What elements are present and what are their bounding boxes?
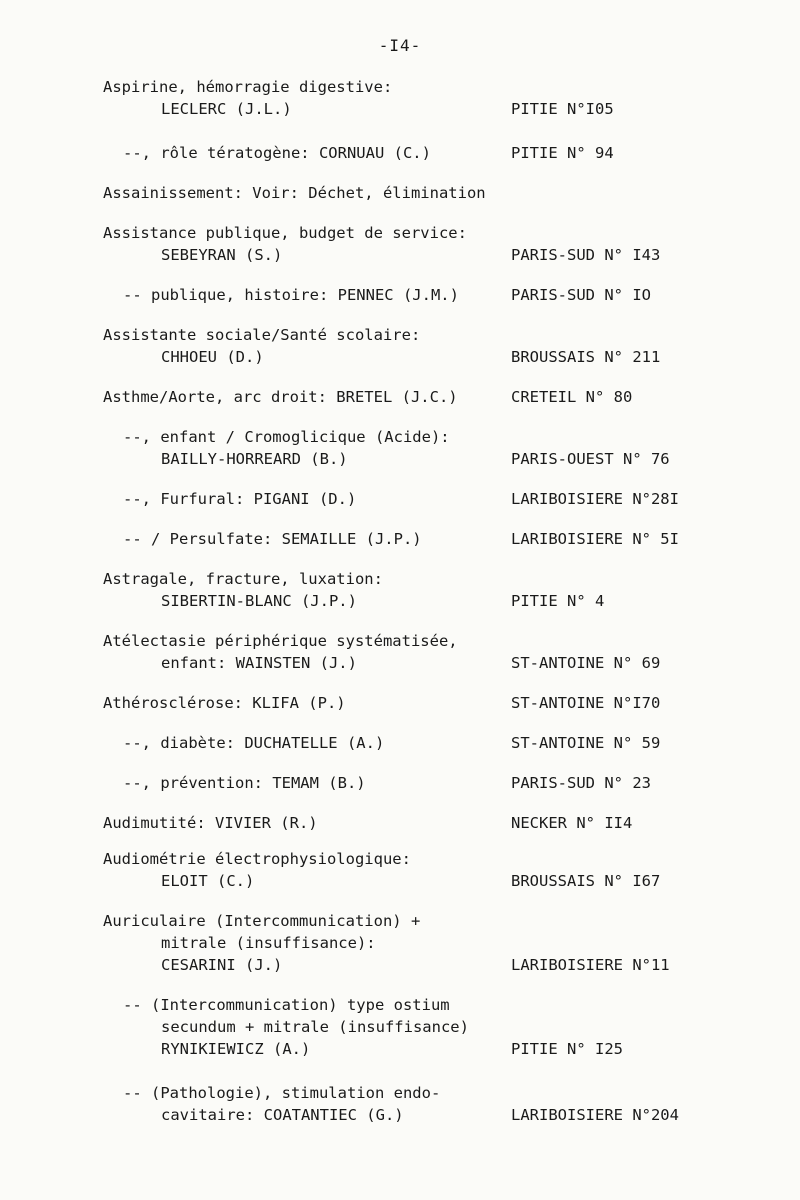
- entry-heading: --, enfant / Cromoglicique (Acide):: [123, 428, 450, 446]
- entry-line-row: [103, 76, 703, 98]
- entry-line: SIBERTIN-BLANC (J.P.): [161, 592, 357, 610]
- entry-heading: Assainissement: Voir: Déchet, élimination: [103, 184, 486, 202]
- entry-line: BAILLY-HORREARD (B.): [161, 450, 348, 468]
- entry-reference: LARIBOISIERE N°11: [511, 956, 670, 974]
- entry-line-row: [103, 652, 703, 674]
- entry-line-row: [103, 426, 703, 448]
- entry-reference: ST-ANTOINE N° 69: [511, 654, 661, 672]
- entry-heading: Astragale, fracture, luxation:: [103, 570, 383, 588]
- entry-heading: --, diabète: DUCHATELLE (A.): [123, 734, 385, 752]
- index-entry: [103, 848, 703, 892]
- entry-reference: PARIS-SUD N° 23: [511, 774, 651, 792]
- entry-reference: PITIE N° I25: [511, 1040, 623, 1058]
- entry-line: CHHOEU (D.): [161, 348, 264, 366]
- entry-line-row: [103, 812, 703, 834]
- entry-line-row: [103, 142, 703, 164]
- entry-line-row: [103, 568, 703, 590]
- entry-heading: Auriculaire (Intercommunication) +: [103, 912, 421, 930]
- entry-reference: PARIS-OUEST N° 76: [511, 450, 670, 468]
- entry-line-row: [103, 488, 703, 510]
- entry-line-row: [103, 222, 703, 244]
- entry-line: enfant: WAINSTEN (J.): [161, 654, 357, 672]
- index-entry: [103, 994, 703, 1060]
- index-entry: [103, 142, 703, 164]
- index-entry: [103, 910, 703, 976]
- index-entry: [103, 182, 703, 204]
- entry-line: SEBEYRAN (S.): [161, 246, 283, 264]
- entry-reference: LARIBOISIERE N°28I: [511, 490, 679, 508]
- entry-reference: PARIS-SUD N° IO: [511, 286, 651, 304]
- entry-line: ELOIT (C.): [161, 872, 255, 890]
- index-entry: [103, 568, 703, 612]
- index-entry: [103, 222, 703, 266]
- index-entry: [103, 692, 703, 714]
- entry-line-row: [103, 772, 703, 794]
- index-entry: [103, 488, 703, 510]
- index-entry: [103, 630, 703, 674]
- entry-line-row: [103, 182, 703, 204]
- entry-line-row: [103, 1038, 703, 1060]
- entry-line-row: [103, 1016, 703, 1038]
- entry-line: cavitaire: COATANTIEC (G.): [161, 1106, 404, 1124]
- index-entries: [103, 76, 703, 1126]
- entry-line-row: [103, 346, 703, 368]
- index-entry: [103, 76, 703, 120]
- entry-reference: ST-ANTOINE N°I70: [511, 694, 661, 712]
- entry-line-row: [103, 954, 703, 976]
- index-entry: [103, 1082, 703, 1126]
- entry-line-row: [103, 1104, 703, 1126]
- index-entry: [103, 732, 703, 754]
- entry-heading: Aspirine, hémorragie digestive:: [103, 78, 393, 96]
- entry-heading: --, Furfural: PIGANI (D.): [123, 490, 357, 508]
- entry-heading: Asthme/Aorte, arc droit: BRETEL (J.C.): [103, 388, 458, 406]
- entry-reference: LARIBOISIERE N°204: [511, 1106, 679, 1124]
- entry-reference: PARIS-SUD N° I43: [511, 246, 661, 264]
- entry-line-row: [103, 448, 703, 470]
- entry-line-row: [103, 630, 703, 652]
- entry-line-row: [103, 870, 703, 892]
- entry-line-row: [103, 932, 703, 954]
- index-entry: [103, 324, 703, 368]
- index-entry: [103, 386, 703, 408]
- entry-line-row: [103, 244, 703, 266]
- entry-heading: -- (Intercommunication) type ostium: [123, 996, 450, 1014]
- entry-reference: LARIBOISIERE N° 5I: [511, 530, 679, 548]
- entry-heading: --, prévention: TEMAM (B.): [123, 774, 366, 792]
- entry-line-row: [103, 98, 703, 120]
- entry-heading: -- (Pathologie), stimulation endo-: [123, 1084, 441, 1102]
- entry-line: CESARINI (J.): [161, 956, 283, 974]
- entry-line: mitrale (insuffisance):: [161, 934, 376, 952]
- entry-line-row: [103, 910, 703, 932]
- entry-line-row: [103, 1082, 703, 1104]
- entry-reference: BROUSSAIS N° I67: [511, 872, 661, 890]
- entry-reference: NECKER N° II4: [511, 814, 633, 832]
- page-number: -I4-: [378, 36, 422, 55]
- entry-reference: PITIE N° 94: [511, 144, 614, 162]
- index-entry: [103, 528, 703, 550]
- entry-line: secundum + mitrale (insuffisance): [161, 1018, 469, 1036]
- index-entry: [103, 772, 703, 794]
- entry-line-row: [103, 284, 703, 306]
- entry-heading: Audiométrie électrophysiologique:: [103, 850, 411, 868]
- entry-reference: CRETEIL N° 80: [511, 388, 633, 406]
- entry-reference: PITIE N° 4: [511, 592, 605, 610]
- index-entry: [103, 426, 703, 470]
- entry-reference: ST-ANTOINE N° 59: [511, 734, 661, 752]
- entry-line-row: [103, 848, 703, 870]
- entry-line-row: [103, 528, 703, 550]
- entry-line: LECLERC (J.L.): [161, 100, 292, 118]
- entry-line-row: [103, 732, 703, 754]
- entry-heading: Athérosclérose: KLIFA (P.): [103, 694, 346, 712]
- index-entry: [103, 812, 703, 834]
- entry-reference: BROUSSAIS N° 211: [511, 348, 661, 366]
- entry-reference: PITIE N°I05: [511, 100, 614, 118]
- entry-heading: Assistance publique, budget de service:: [103, 224, 467, 242]
- index-entry: [103, 284, 703, 306]
- entry-line: RYNIKIEWICZ (A.): [161, 1040, 311, 1058]
- entry-line-row: [103, 590, 703, 612]
- entry-heading: Atélectasie périphérique systématisée,: [103, 632, 458, 650]
- entry-heading: -- / Persulfate: SEMAILLE (J.P.): [123, 530, 422, 548]
- entry-heading: Assistante sociale/Santé scolaire:: [103, 326, 421, 344]
- entry-line-row: [103, 386, 703, 408]
- entry-line-row: [103, 692, 703, 714]
- entry-line-row: [103, 324, 703, 346]
- entry-line-row: [103, 994, 703, 1016]
- entry-heading: --, rôle tératogène: CORNUAU (C.): [123, 144, 431, 162]
- entry-heading: Audimutité: VIVIER (R.): [103, 814, 318, 832]
- entry-heading: -- publique, histoire: PENNEC (J.M.): [123, 286, 459, 304]
